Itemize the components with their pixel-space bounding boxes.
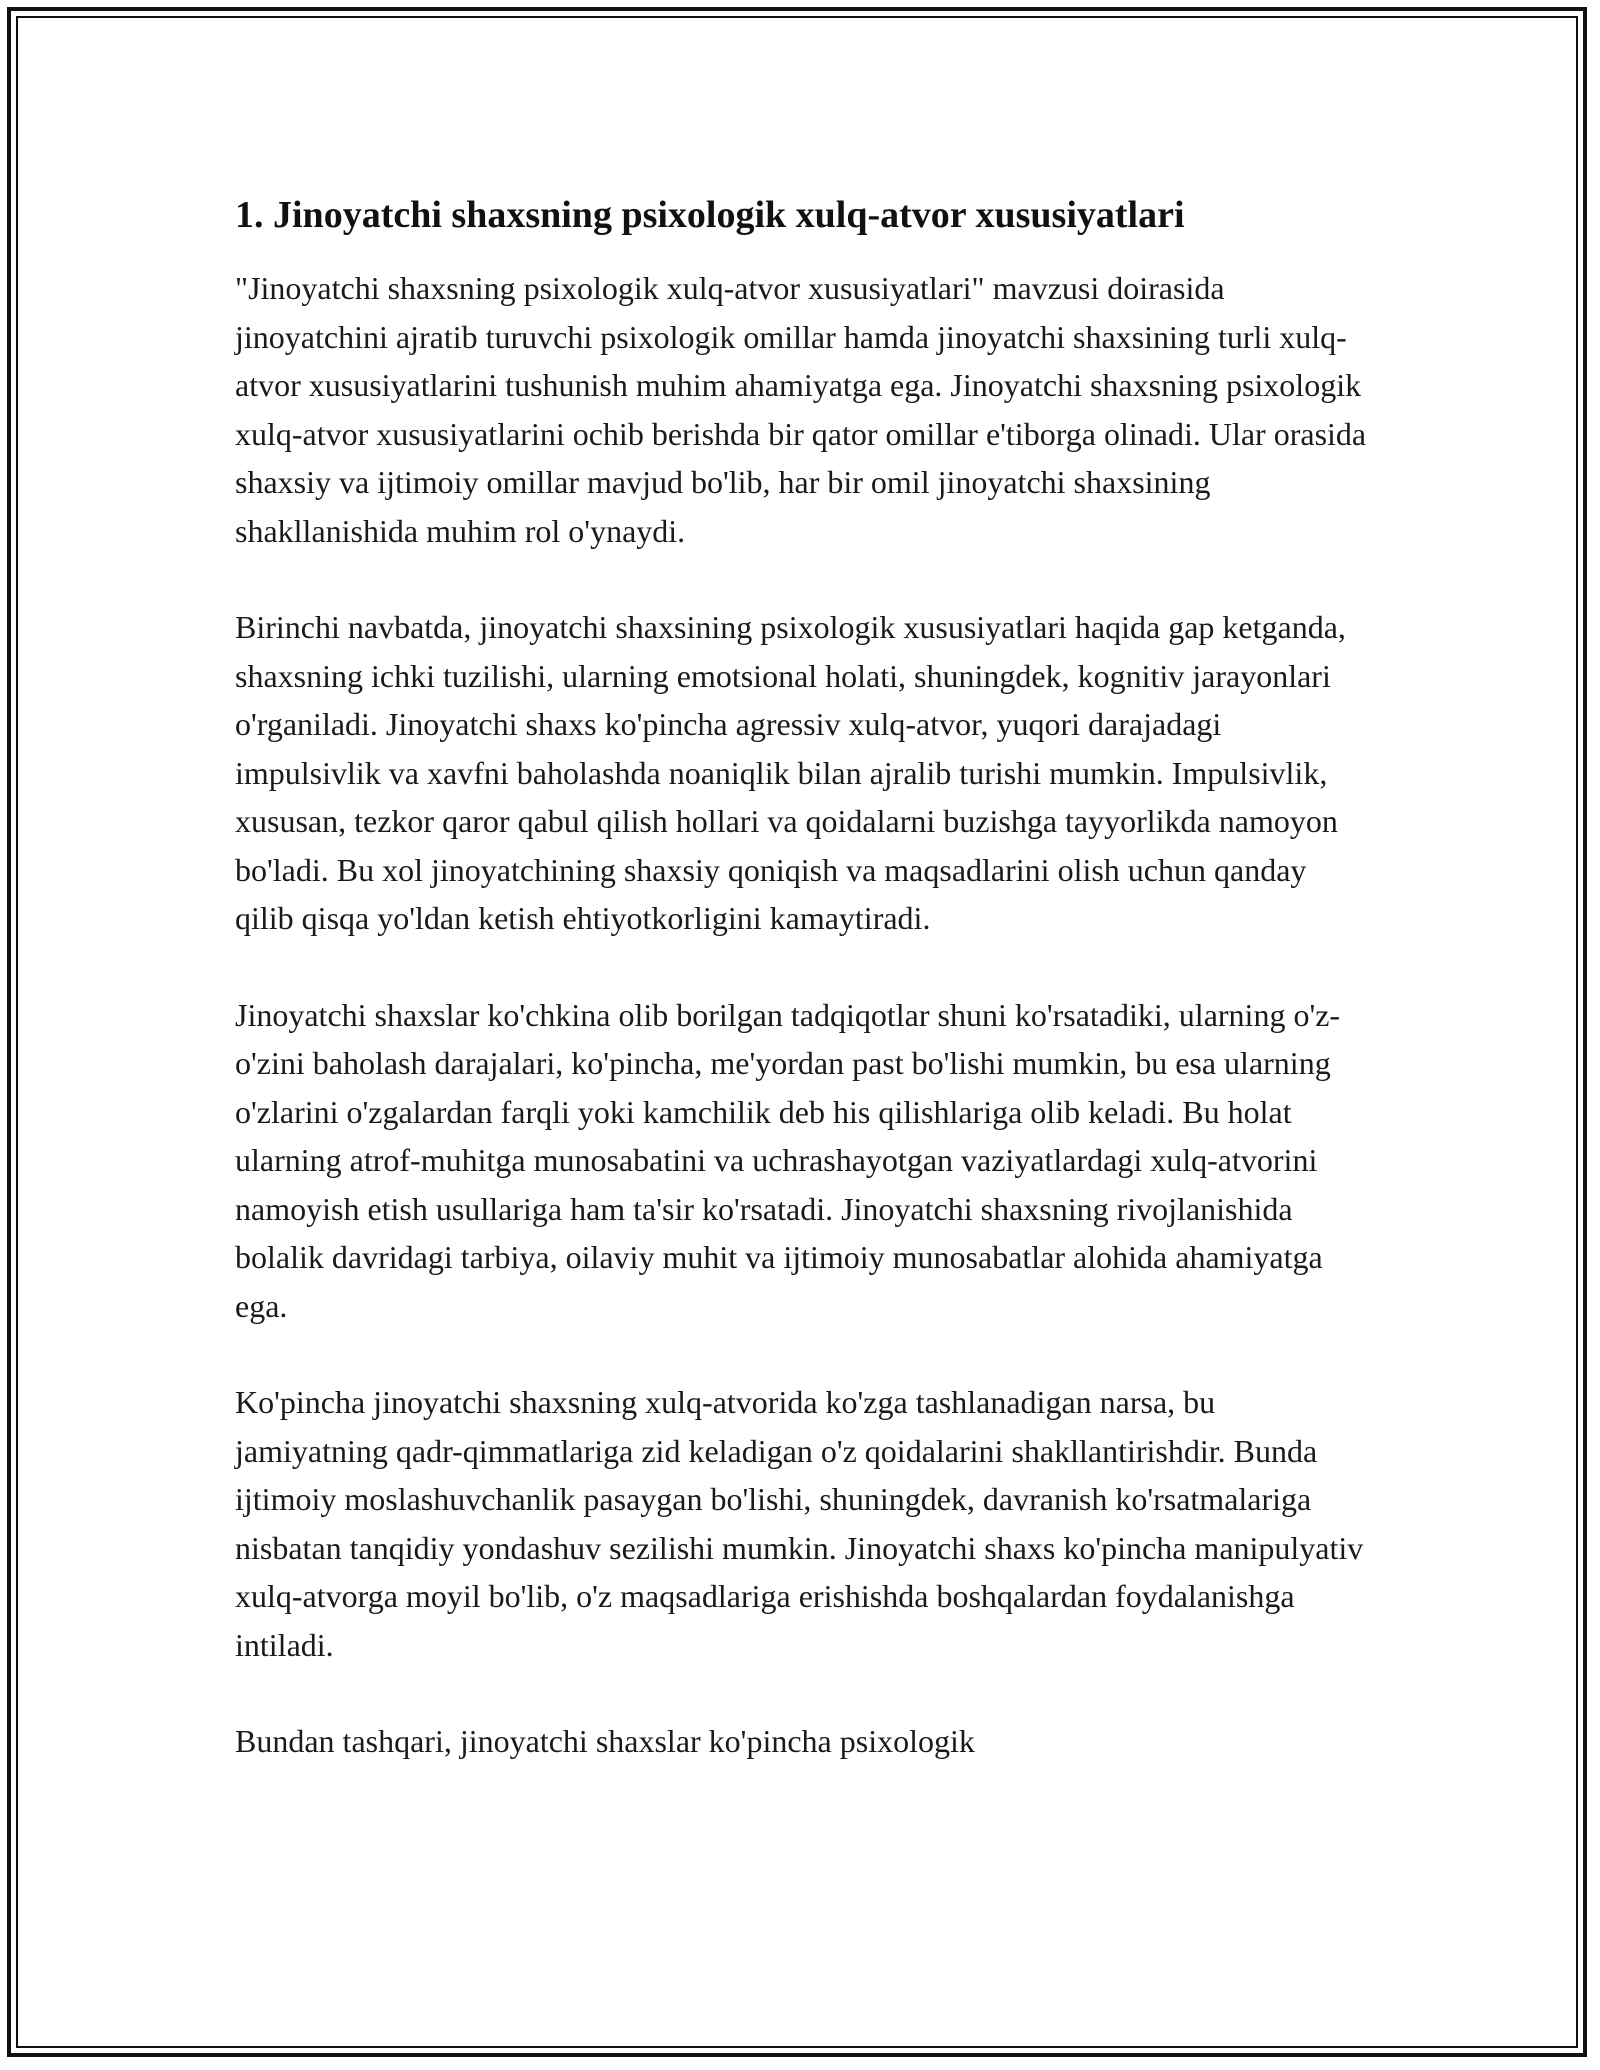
paragraph-2: Birinchi navbatda, jinoyatchi shaxsining psixologik xususiyatlari haqida gap ketganda, shaxsning ichki tuzilishi, ularning emotsional holati, shuningdek, kognitiv jarayonlari o'rganiladi. Jinoyatchi shaxs ko'pincha agressiv xulq-atvor, yuqori darajadagi impulsivlik va xavfni baholashda noaniqlik bilan ajralib turishi mumkin. Impulsivlik, xususan, tezkor qaror qabul qilish hollari va qoidalarni buzishga tayyorlikda namoyon bo'ladi. Bu xol jinoyatchining shaxsiy qoniqish va maqsadlarini olish uchun qanday qilib qisqa yo'ldan ketish ehtiyotkorligini kamaytiradi. (235, 609, 1346, 936)
paragraph-5: Bundan tashqari, jinoyatchi shaxslar ko'pincha psixologik (235, 1723, 975, 1759)
section-heading: 1. Jinoyatchi shaxsning psixologik xulq-atvor xususiyatlari (235, 194, 1185, 236)
paragraph-1: "Jinoyatchi shaxsning psixologik xulq-atvor xususiyatlari" mavzusi doirasida jinoyatchini ajratib turuvchi psixologik omillar hamda jinoyatchi shaxsining turli xulq-atvor xususiyatlarini tushunish muhim ahamiyatga ega. Jinoyatchi shaxsning psixologik xulq-atvor xususiyatlarini ochib berishda bir qator omillar e'tiborga olinadi. Ular orasida shaxsiy va ijtimoiy omillar mavjud bo'lib, har bir omil jinoyatchi shaxsining shakllanishida muhim rol o'ynaydi. (235, 270, 1367, 549)
document-body (235, 188, 1370, 1814)
paragraph-4: Ko'pincha jinoyatchi shaxsning xulq-atvorida ko'zga tashlanadigan narsa, bu jamiyatning qadr-qimmatlariga zid keladigan o'z qoidalarini shakllantirishdir. Bunda ijtimoiy moslashuvchanlik pasaygan bo'lishi, shuningdek, davranish ko'rsatmalariga nisbatan tanqidiy yondashuv sezilishi mumkin. Jinoyatchi shaxs ko'pincha manipulyativ xulq-atvorga moyil bo'lib, o'z maqsadlariga erishishda boshqalardan foydalanishga intiladi. (235, 1384, 1364, 1663)
paragraph-3: Jinoyatchi shaxslar ko'chkina olib borilgan tadqiqotlar shuni ko'rsatadiki, ularning o'z-o'zini baholash darajalari, ko'pincha, me'yordan past bo'lishi mumkin, bu esa ularning o'zlarini o'zgalardan farqli yoki kamchilik deb his qilishlariga olib keladi. Bu holat ularning atrof-muhitga munosabatini va uchrashayotgan vaziyatlardagi xulq-atvorini namoyish etish usullariga ham ta'sir ko'rsatadi. Jinoyatchi shaxsning rivojlanishida bolalik davridagi tarbiya, oilaviy muhit va ijtimoiy munosabatlar alohida ahamiyatga ega. (235, 996, 1341, 1324)
